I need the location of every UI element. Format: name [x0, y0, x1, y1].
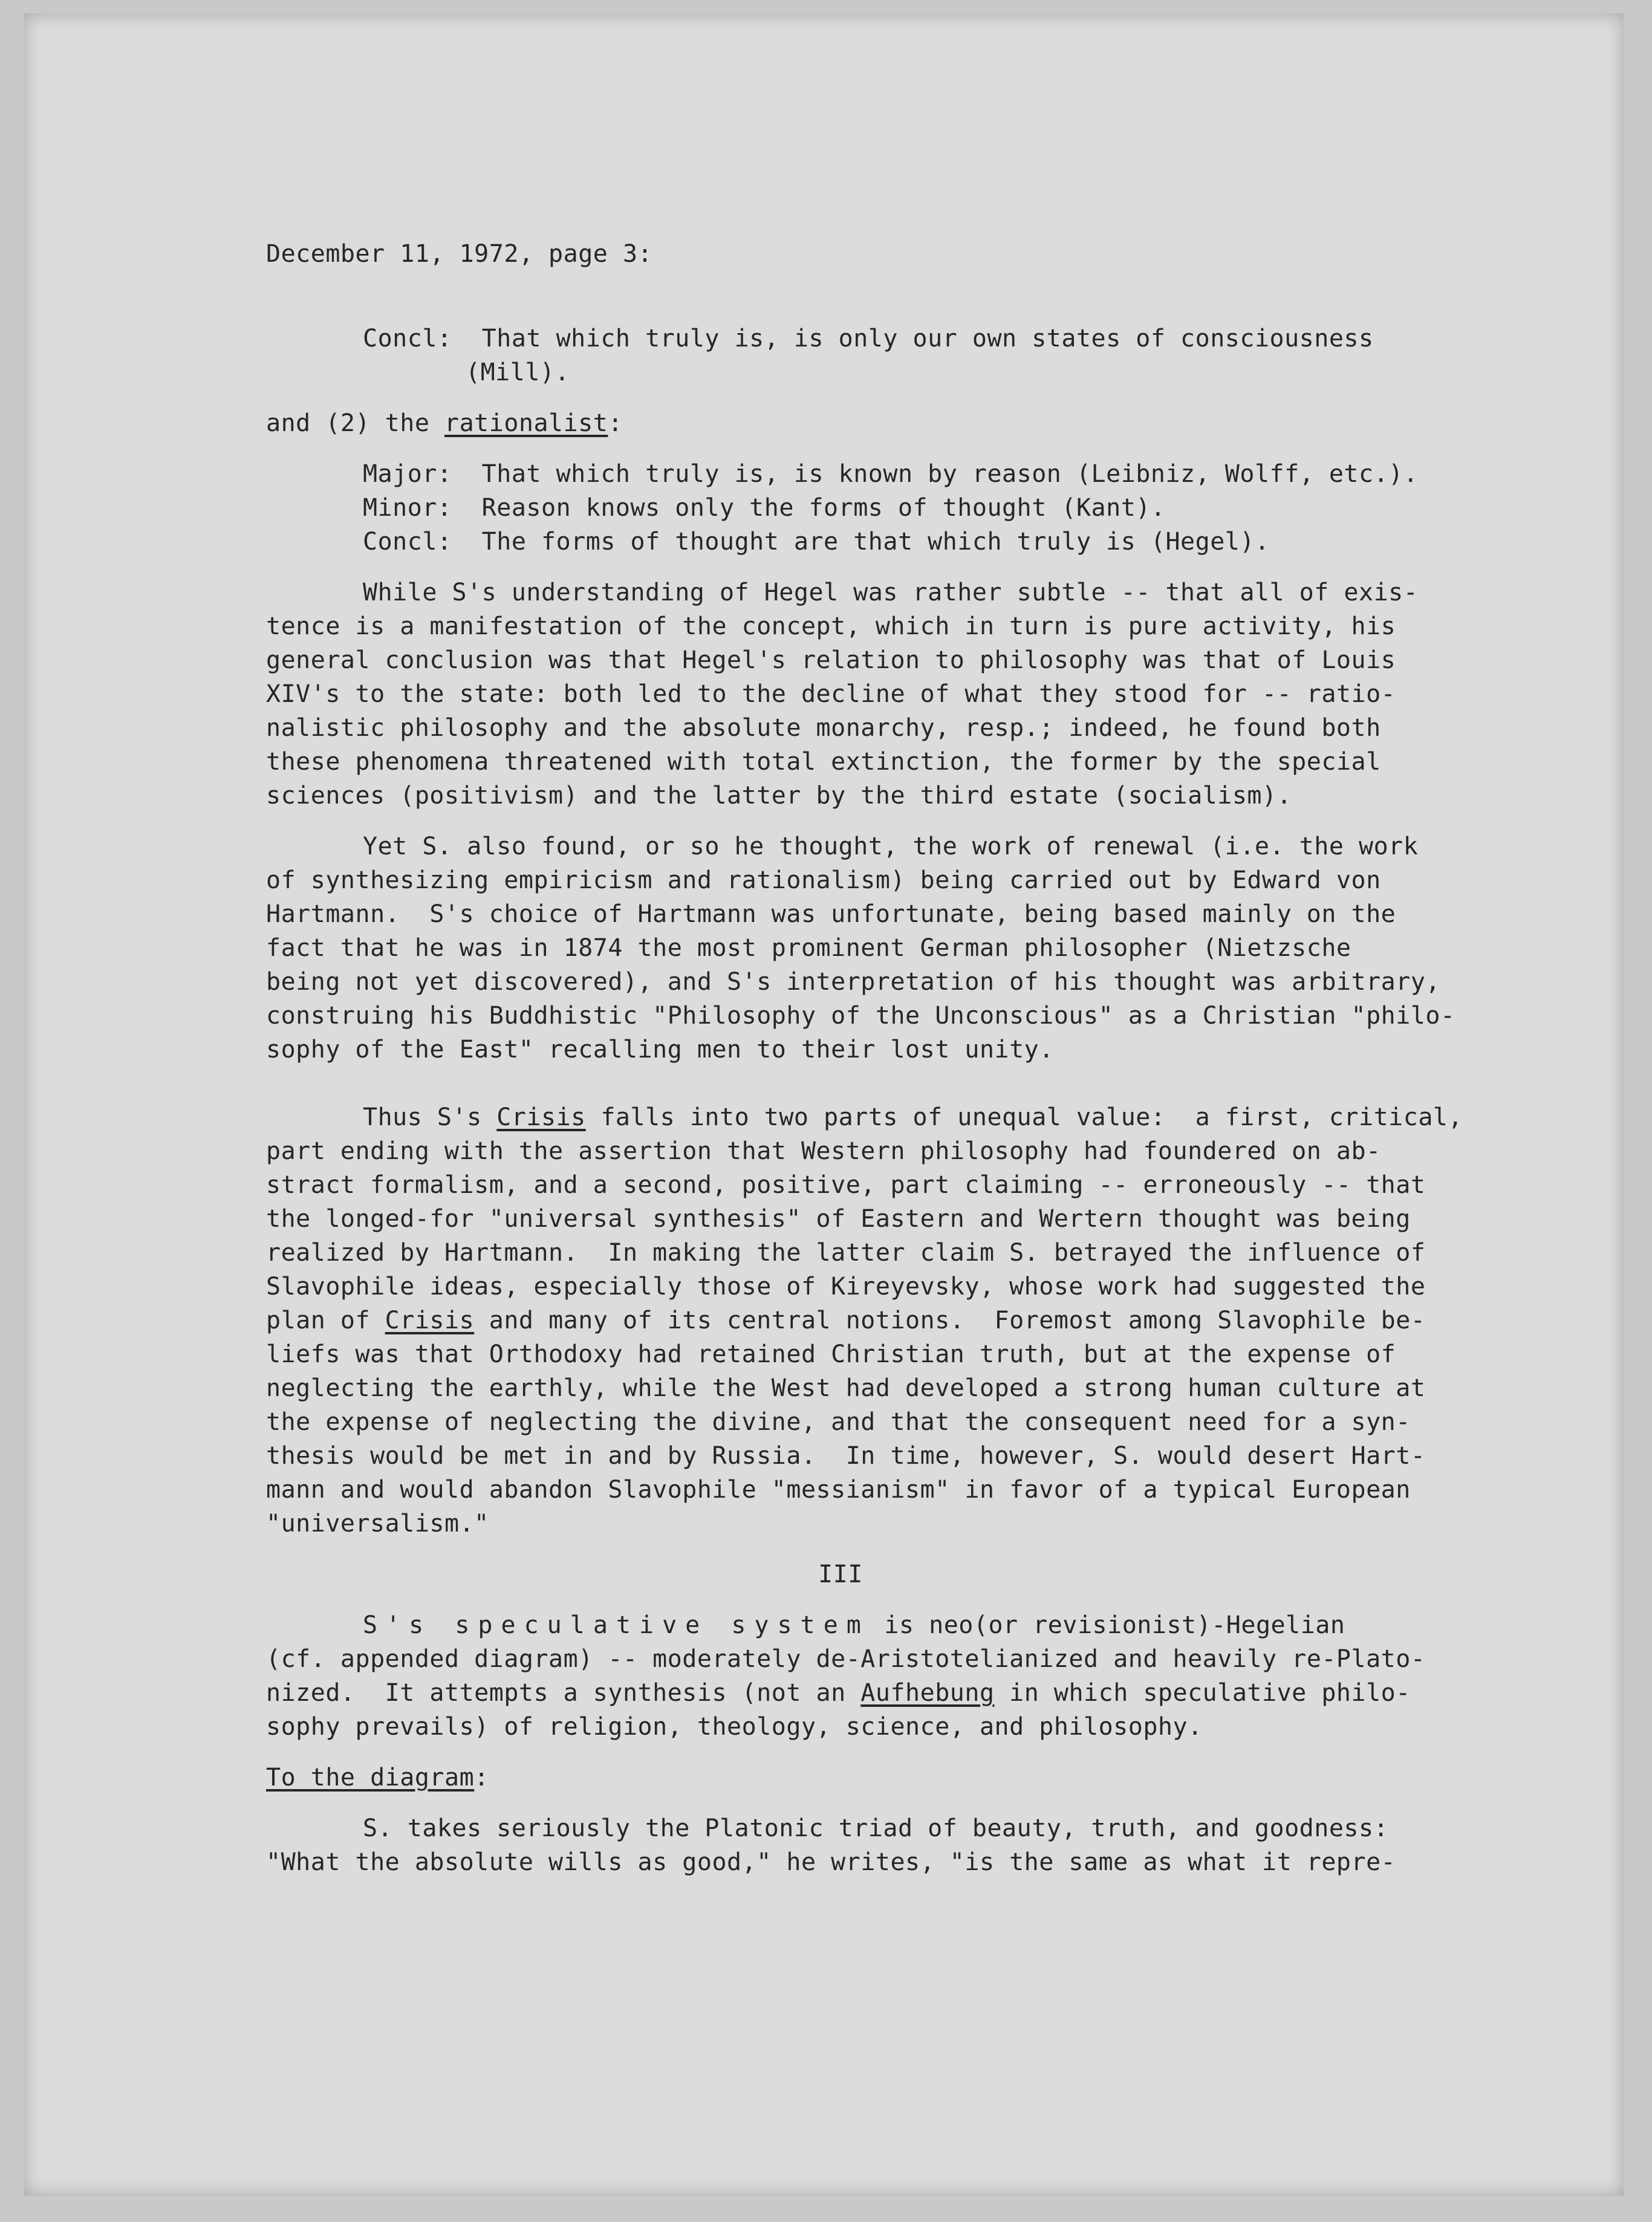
spaced-emphasis: S's speculative system	[363, 1611, 870, 1639]
aufhebung-underlined: Aufhebung	[860, 1679, 995, 1707]
paragraph-crisis-line: thesis would be met in and by Russia. In time, however, S. would desert Hart-	[266, 1442, 1426, 1470]
paragraph-crisis-line: the expense of neglecting the divine, and that the consequent need for a syn-	[266, 1408, 1411, 1436]
paragraph-hegel-line: tence is a manifestation of the concept, which in turn is pure activity, his	[266, 612, 1396, 640]
section-numeral: III	[818, 1561, 863, 1588]
concl-line-1: Concl: That which truly is, is only our own states of consciousness	[363, 325, 1374, 352]
paragraph-crisis-line: the longed-for "universal synthesis" of Eastern and Wertern thought was being	[266, 1205, 1411, 1233]
paragraph-triad-line: "What the absolute wills as good," he writes, "is the same as what it repre-	[266, 1848, 1396, 1876]
syllogism-minor: Minor: Reason knows only the forms of thought (Kant).	[363, 494, 1166, 522]
rationalist-intro: and (2) the rationalist:	[266, 409, 623, 437]
paragraph-crisis-line: neglecting the earthly, while the West had developed a strong human culture at	[266, 1374, 1426, 1402]
diagram-heading: To the diagram:	[266, 1764, 489, 1792]
paragraph-speculative-first-line: S's speculative system is neo(or revisionist)-Hegelian	[363, 1611, 1345, 1639]
paragraph-crisis-line: stract formalism, and a second, positive, part claiming -- erroneously -- that	[266, 1171, 1426, 1199]
syllogism-major: Major: That which truly is, is known by reason (Leibniz, Wolff, etc.).	[363, 460, 1419, 488]
page-header: December 11, 1972, page 3:	[266, 240, 653, 268]
paragraph-hegel-line: general conclusion was that Hegel's relation to philosophy was that of Louis	[266, 646, 1396, 674]
paper-sheet	[24, 13, 1624, 2196]
concl-line-2: (Mill).	[466, 359, 570, 386]
paragraph-crisis-line: mann and would abandon Slavophile "messianism" in favor of a typical European	[266, 1476, 1411, 1504]
paragraph-renewal-line: Hartmann. S's choice of Hartmann was unfortunate, being based mainly on the	[266, 900, 1396, 928]
paragraph-hegel-line: sciences (positivism) and the latter by the third estate (socialism).	[266, 782, 1292, 810]
paragraph-crisis-line: part ending with the assertion that Western philosophy had foundered on ab-	[266, 1137, 1381, 1165]
paragraph-speculative-line: (cf. appended diagram) -- moderately de-Aristotelianized and heavily re-Plato-	[266, 1645, 1426, 1673]
paragraph-renewal-line: being not yet discovered), and S's interpretation of his thought was arbitrary,	[266, 968, 1440, 996]
paragraph-crisis-line: Slavophile ideas, especially those of Kireyevsky, whose work had suggested the	[266, 1273, 1426, 1301]
paragraph-crisis-line: liefs was that Orthodoxy had retained Christian truth, but at the expense of	[266, 1340, 1396, 1368]
paragraph-renewal-line: Yet S. also found, or so he thought, the work of renewal (i.e. the work	[363, 833, 1419, 860]
paragraph-speculative-line: sophy prevails) of religion, theology, science, and philosophy.	[266, 1713, 1203, 1741]
syllogism-concl: Concl: The forms of thought are that which truly is (Hegel).	[363, 528, 1270, 556]
paragraph-speculative-line: nized. It attempts a synthesis (not an Aufhebung in which speculative philo-	[266, 1679, 1411, 1707]
document-body	[266, 237, 1536, 1879]
paragraph-crisis-first-line: Thus S's Crisis falls into two parts of unequal value: a first, critical,	[363, 1103, 1463, 1131]
rationalist-underlined: rationalist	[444, 409, 608, 437]
paragraph-renewal-line: construing his Buddhistic "Philosophy of the Unconscious" as a Christian "philo-	[266, 1002, 1455, 1030]
paragraph-crisis-plan-line: plan of Crisis and many of its central notions. Foremost among Slavophile be-	[266, 1307, 1426, 1334]
paragraph-hegel-line: these phenomena threatened with total extinction, the former by the special	[266, 748, 1381, 776]
paragraph-crisis-line: realized by Hartmann. In making the latter claim S. betrayed the influence of	[266, 1239, 1426, 1267]
paragraph-renewal-line: fact that he was in 1874 the most prominent German philosopher (Nietzsche	[266, 934, 1351, 962]
paragraph-renewal-line: sophy of the East" recalling men to their lost unity.	[266, 1036, 1054, 1064]
paragraph-crisis-line: "universalism."	[266, 1510, 489, 1538]
paragraph-renewal-line: of synthesizing empiricism and rationalism) being carried out by Edward von	[266, 866, 1381, 894]
paragraph-hegel-line: nalistic philosophy and the absolute monarchy, resp.; indeed, he found both	[266, 714, 1381, 742]
paragraph-triad-line: S. takes seriously the Platonic triad of beauty, truth, and goodness:	[363, 1814, 1389, 1842]
paragraph-hegel-line: While S's understanding of Hegel was rather subtle -- that all of exis-	[363, 579, 1419, 606]
crisis-title-underlined: Crisis	[496, 1103, 586, 1131]
paragraph-hegel-line: XIV's to the state: both led to the decline of what they stood for -- ratio-	[266, 680, 1396, 708]
crisis-title-underlined: Crisis	[385, 1307, 475, 1334]
